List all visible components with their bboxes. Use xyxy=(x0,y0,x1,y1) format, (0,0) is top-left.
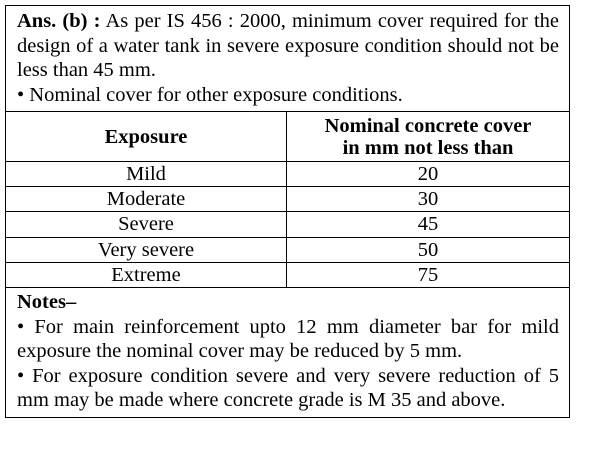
cell-exposure: Mild xyxy=(6,162,287,187)
answer-section xyxy=(6,6,569,112)
cell-cover: 50 xyxy=(287,237,570,262)
cell-exposure: Moderate xyxy=(6,187,287,212)
note-item: • For exposure condition severe and very severe reduction of 5 mm may be made where concrete grade is M 35 and above. xyxy=(17,364,559,412)
header-cover-line1: Nominal concrete cover xyxy=(324,115,532,137)
header-cover-line2: in mm not less than xyxy=(342,137,514,159)
table-header-row xyxy=(6,112,569,162)
cell-cover: 30 xyxy=(287,187,570,212)
notes-title: Notes– xyxy=(17,291,77,314)
header-exposure: Exposure xyxy=(6,112,287,162)
answer-box xyxy=(5,5,570,418)
notes-section xyxy=(6,288,569,417)
table-row xyxy=(6,262,569,287)
table-row xyxy=(6,237,569,262)
answer-bullet: • Nominal cover for other exposure conditions. xyxy=(17,83,403,106)
cell-cover: 45 xyxy=(287,212,570,237)
note-item: • For main reinforcement upto 12 mm diameter bar for mild exposure the nominal cover may be reduced by 5 mm. xyxy=(17,315,559,363)
answer-label: Ans. (b) : xyxy=(17,10,101,32)
exposure-cover-table xyxy=(6,112,569,288)
cell-cover: 20 xyxy=(287,162,570,187)
cell-exposure: Very severe xyxy=(6,237,287,262)
cell-cover: 75 xyxy=(287,262,570,287)
table-row xyxy=(6,187,569,212)
table-row xyxy=(6,162,569,187)
table-row xyxy=(6,212,569,237)
answer-paragraph xyxy=(17,9,559,83)
header-nominal-cover xyxy=(287,112,570,162)
cell-exposure: Extreme xyxy=(6,262,287,287)
answer-text: As per IS 456 : 2000, minimum cover required for the design of a water tank in severe exposure condition should not be less than 45 mm. xyxy=(17,10,559,81)
cell-exposure: Severe xyxy=(6,212,287,237)
